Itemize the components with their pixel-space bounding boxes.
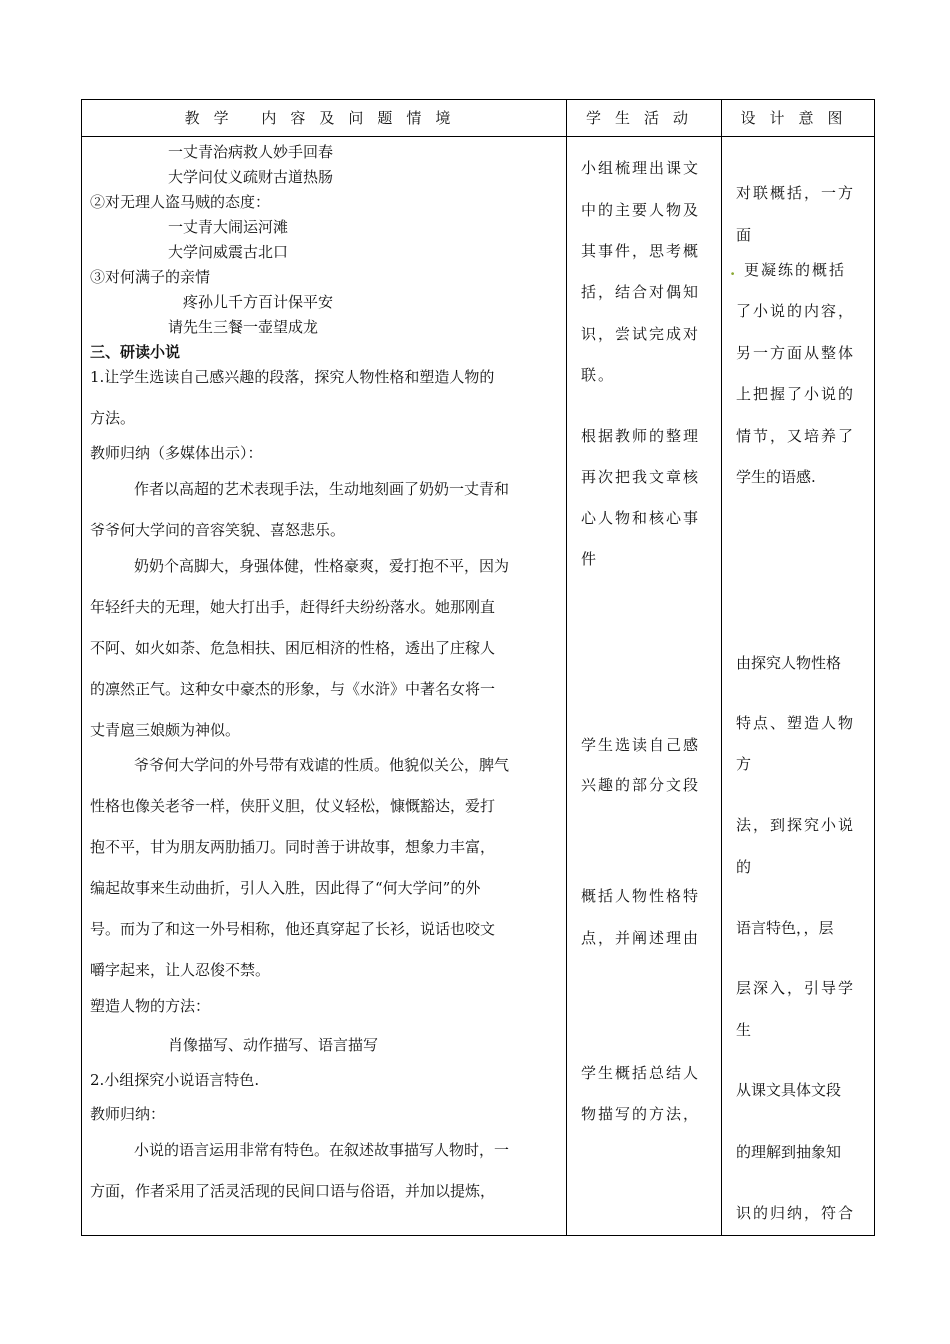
text-line: 嚼字起来，让人忍俊不禁。 xyxy=(90,961,271,979)
bullet-mark: . xyxy=(730,261,738,279)
text-line: 学生概括总结人 xyxy=(581,1064,701,1082)
text-line: 再次把我文章核 xyxy=(581,468,701,486)
text-line: 法，到探究小说 xyxy=(736,816,856,834)
text-line: 大学问威震古北口 xyxy=(168,243,289,261)
text-line: ③对何满子的亲情 xyxy=(90,268,211,286)
text-line: 面 xyxy=(736,226,752,244)
lesson-plan-table xyxy=(81,99,875,1236)
text-line: 塑造人物的方法： xyxy=(90,997,211,1015)
text-line: 请先生三餐一壶望成龙 xyxy=(168,318,319,336)
text-line: 语言特色，，层 xyxy=(736,919,834,937)
text-line: 编起故事来生动曲折，引人入胜，因此得了“何大学问”的外 xyxy=(90,879,481,897)
text-line: 作者以高超的艺术表现手法，生动地刻画了奶奶一丈青和 xyxy=(134,480,510,498)
text-line: 上把握了小说的 xyxy=(736,385,856,403)
text-line: 物描写的方法， xyxy=(581,1105,701,1123)
text-line: 联。 xyxy=(581,366,616,384)
text-line: 特点、塑造人物 xyxy=(736,714,856,732)
text-line: 爷爷何大学问的外号带有戏谑的性质。他貌似关公，脾气 xyxy=(134,756,510,774)
text-line: 方法。 xyxy=(90,409,136,427)
header-divider xyxy=(82,136,874,137)
text-line: 件 xyxy=(581,550,599,568)
text-line: . 更凝练的概括 xyxy=(730,261,847,279)
text-line: 括，结合对偶知 xyxy=(581,283,701,301)
text-line: 大学问仗义疏财古道热肠 xyxy=(168,168,334,186)
text-line: 识，尝试完成对 xyxy=(581,325,701,343)
text-line: 疼孙儿千方百计保平安 xyxy=(183,293,334,311)
text-line: 教师归纳： xyxy=(90,1105,166,1123)
text-line: 由探究人物性格 xyxy=(736,654,842,672)
column-divider xyxy=(721,100,722,1235)
text-line: ②对无理人盗马贼的态度： xyxy=(90,193,271,211)
text-line: 兴趣的部分文段 xyxy=(581,776,701,794)
text-line: 小组梳理出课文 xyxy=(581,159,701,177)
text-line: 识的归纳，符合 xyxy=(736,1204,856,1222)
text-line: 另一方面从整体 xyxy=(736,344,856,362)
text-line: 的理解到抽象知 xyxy=(736,1143,842,1161)
text-line: 其事件，思考概 xyxy=(581,242,701,260)
text-line: 方面，作者采用了活灵活现的民间口语与俗语，并加以提炼， xyxy=(90,1182,496,1200)
text-line: 学生的语感. xyxy=(736,468,816,486)
text-line: 概括人物性格特 xyxy=(581,887,701,905)
column-divider xyxy=(566,100,567,1235)
header-content: 教学 内容及问题情境 xyxy=(184,109,465,127)
text-line: 中的主要人物及 xyxy=(581,201,701,219)
text-line: 奶奶个高脚大，身强体健，性格豪爽，爱打抱不平，因为 xyxy=(134,557,510,575)
text-line: 不阿、如火如荼、危急相扶、困厄相济的性格，透出了庄稼人 xyxy=(90,639,496,657)
text-line: 1.让学生选读自己感兴趣的段落，探究人物性格和塑造人物的 xyxy=(90,368,495,386)
text-line: 从课文具体文段 xyxy=(736,1081,842,1099)
text-line: 号。而为了和这一外号相称，他还真穿起了长衫，说话也咬文 xyxy=(90,920,496,938)
section-heading: 三、研读小说 xyxy=(90,343,181,361)
text-line: 方 xyxy=(736,755,752,773)
text-line: 的凛然正气。这种女中豪杰的形象，与《水浒》中著名女将一 xyxy=(90,680,496,698)
text-line: 根据教师的整理 xyxy=(581,427,701,445)
text-line: 点，并阐述理由 xyxy=(581,929,701,947)
text-line: 心人物和核心事 xyxy=(581,509,701,527)
text-line: 了小说的内容， xyxy=(736,302,856,320)
text-line: 2.小组探究小说语言特色. xyxy=(90,1071,260,1089)
text-line: 性格也像关老爷一样，侠肝义胆，仗义轻松，慷慨豁达，爱打 xyxy=(90,797,496,815)
text-line: 小说的语言运用非常有特色。在叙述故事描写人物时，一 xyxy=(134,1141,510,1159)
text-line: 丈青扈三娘颇为神似。 xyxy=(90,721,241,739)
text-line: 一丈青治病救人妙手回春 xyxy=(168,143,334,161)
text-line: 情节，又培养了 xyxy=(736,427,856,445)
text-line: 教师归纳（多媒体出示）： xyxy=(90,444,263,462)
text-line: 的 xyxy=(736,858,752,876)
text-line: 肖像描写、动作描写、语言描写 xyxy=(168,1036,379,1054)
text-line: 学生选读自己感 xyxy=(581,736,701,754)
text-line: 生 xyxy=(736,1021,752,1039)
text-line: 年轻纤夫的无理，她大打出手，赶得纤夫纷纷落水。她那刚直 xyxy=(90,598,496,616)
text-line: 一丈青大闹运河滩 xyxy=(168,218,289,236)
text-line: 爷爷何大学问的音容笑貌、喜怒悲乐。 xyxy=(90,521,346,539)
text-line: 层深入，引导学 xyxy=(736,979,856,997)
text-line: 抱不平，甘为朋友两肋插刀。同时善于讲故事，想象力丰富， xyxy=(90,838,496,856)
header-student-activity: 学生活动 xyxy=(585,109,702,127)
text-line: 对联概括，一方 xyxy=(736,184,856,202)
header-design-intent: 设计意图 xyxy=(740,109,857,127)
